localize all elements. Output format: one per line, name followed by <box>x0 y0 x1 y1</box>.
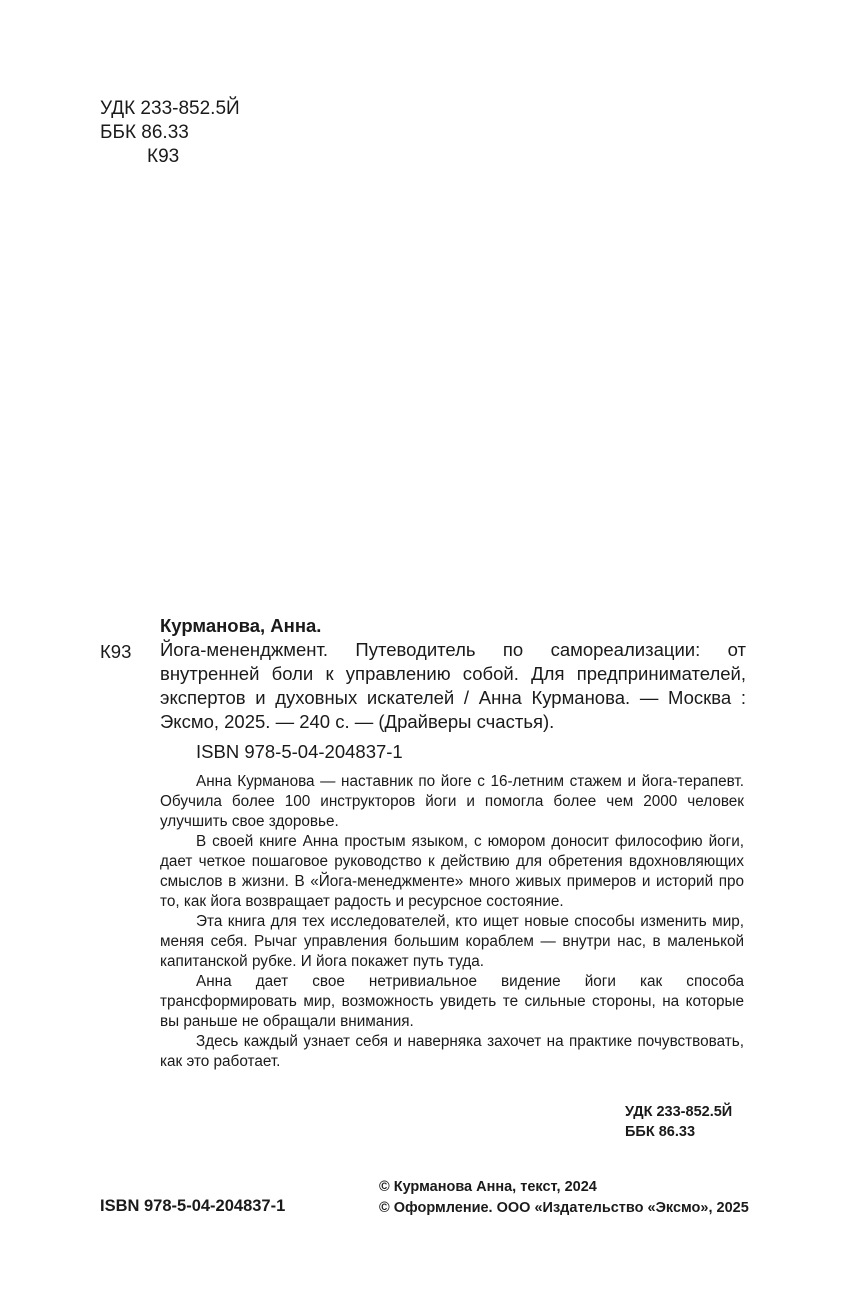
classification-codes-bottom <box>625 1102 732 1142</box>
annotation <box>160 772 744 1072</box>
annotation-paragraph: Анна дает свое нетривиальное видение йоги как способа трансформировать мир, возможность увидеть те сильные стороны, на которые вы раньше не обращали внимания. <box>160 973 744 1030</box>
bibliographic-description: Йога-мененджмент. Путеводитель по самореализации: от внутренней боли к управлению собой. Для предпринимателей, экспертов и духовных искателей / Анна Курманова. — Москва : Эксмо, 2025. — 240 с. — (Драйверы счастья). <box>160 639 746 732</box>
copyright-design: © Оформление. ООО «Издательство «Эксмо», 2025 <box>379 1200 749 1216</box>
author-mark: К93 <box>147 146 180 167</box>
bbk-code: ББК 86.33 <box>100 122 189 143</box>
bbk-code-bottom: ББК 86.33 <box>625 1124 696 1140</box>
author-mark-entry: К93 <box>100 641 132 662</box>
udk-code: УДК 233-852.5Й <box>100 98 240 119</box>
copyright-text: © Курманова Анна, текст, 2024 <box>379 1179 597 1195</box>
udk-code-bottom: УДК 233-852.5Й <box>625 1104 733 1120</box>
annotation-paragraph: В своей книге Анна простым языком, с юмором доносит философию йоги, дает четкое пошаговое руководство к действию для обретения вдохновляющих смыслов в жизни. В «Йога-менеджменте» много живых примеров и историй про то, как йога возвращает радость и ресурсное состояние. <box>160 833 744 910</box>
author-heading: Курманова, Анна. <box>160 615 322 636</box>
annotation-paragraph: Эта книга для тех исследователей, кто ищет новые способы изменить мир, меняя себя. Рычаг управления большим кораблем — внутри нас, в маленькой капитанской рубке. И йога покажет путь туда. <box>160 913 744 970</box>
isbn-footer: ISBN 978-5-04-204837-1 <box>100 1197 286 1215</box>
annotation-paragraph: Анна Курманова — наставник по йоге с 16-летним стажем и йога-терапевт. Обучила более 100 инструкторов йоги и помогла более чем 2000 человек улучшить свое здоровье. <box>160 773 744 830</box>
isbn-entry: ISBN 978-5-04-204837-1 <box>196 741 403 762</box>
classification-codes-top <box>100 97 240 169</box>
copyright-block <box>379 1177 749 1219</box>
annotation-paragraph: Здесь каждый узнает себя и наверняка захочет на практике почувствовать, как это работает. <box>160 1033 744 1070</box>
